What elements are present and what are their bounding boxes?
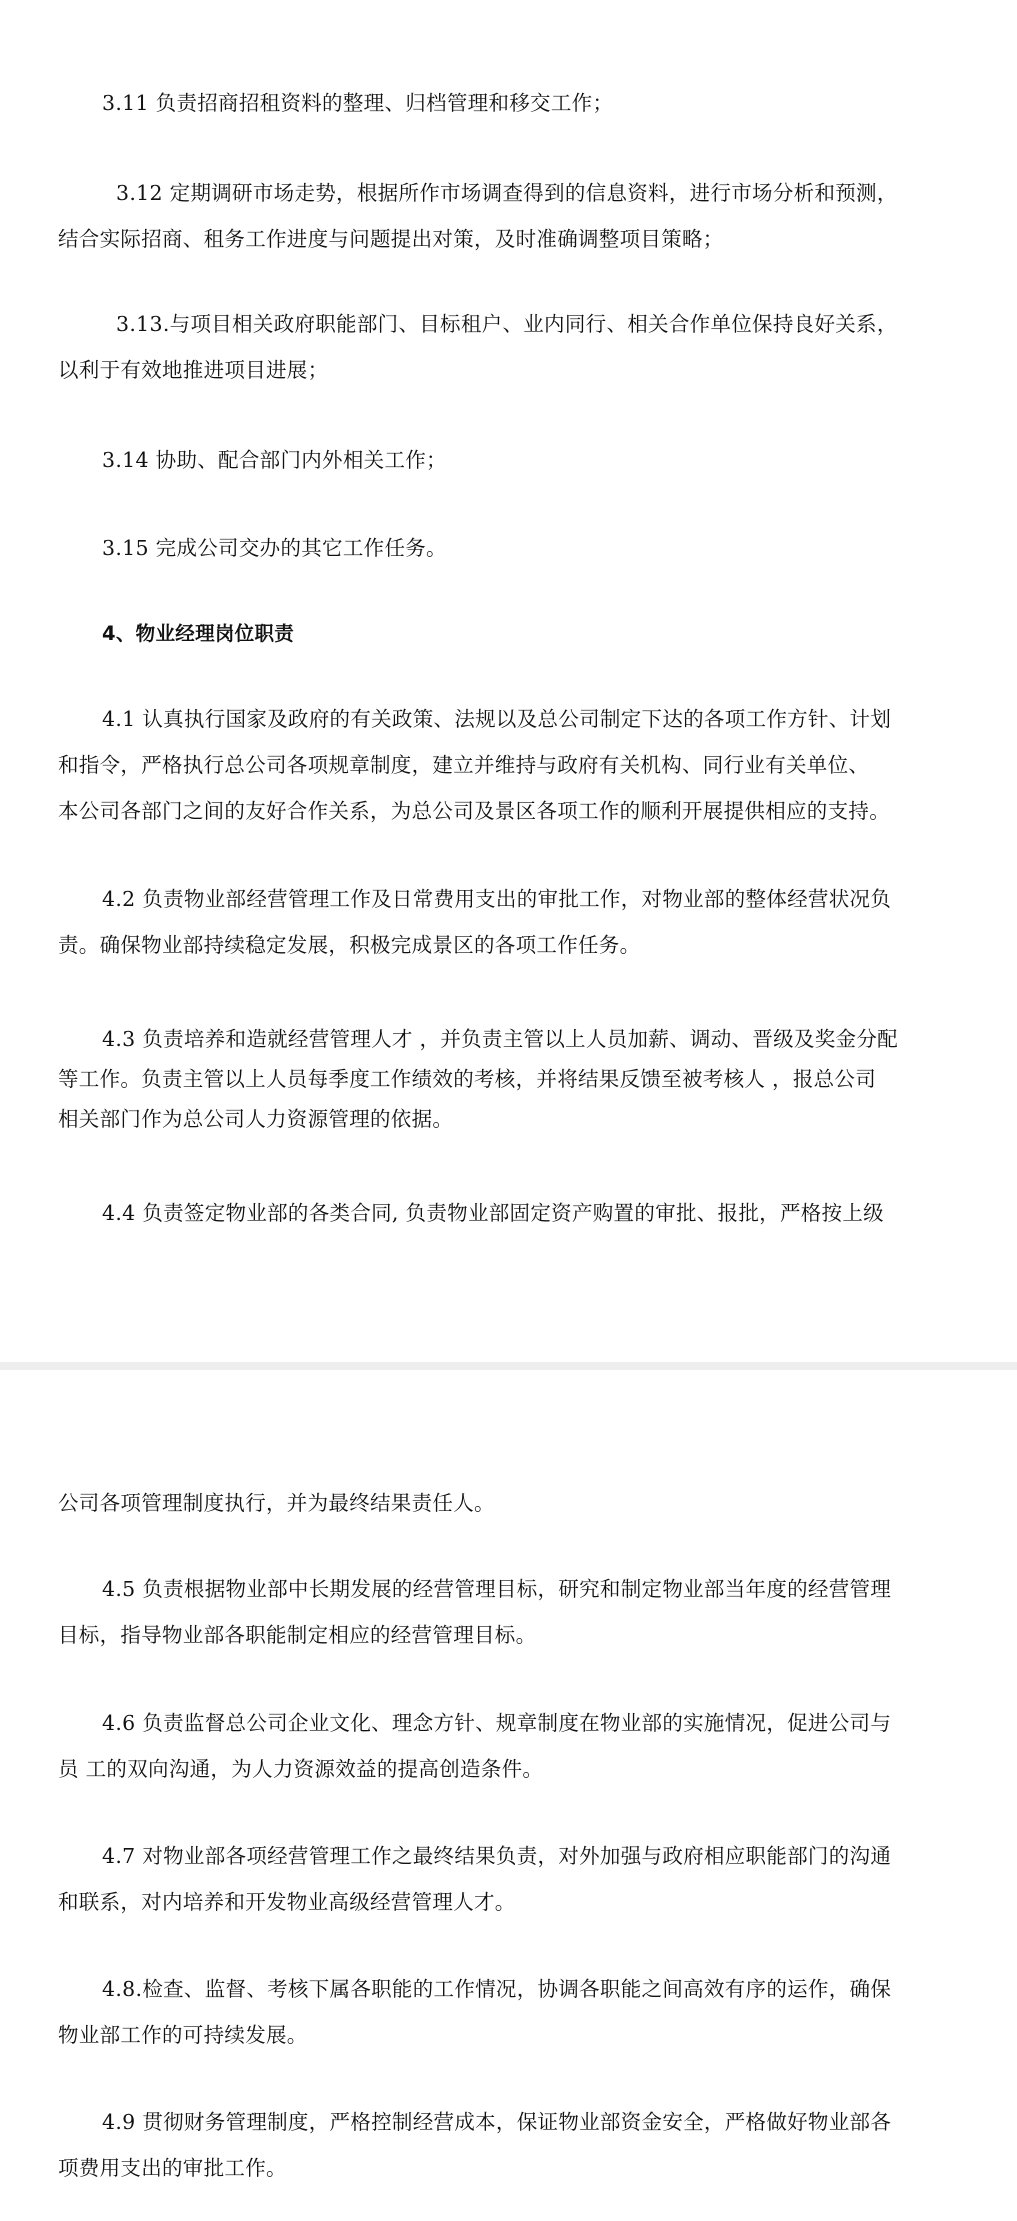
text-line: 3.14 协助、配合部门内外相关工作；	[102, 448, 447, 472]
text-line: 4.2 负责物业部经营管理工作及日常费用支出的审批工作，对物业部的整体经营状况负	[102, 887, 892, 911]
text-line: 以利于有效地推进项目进展；	[58, 358, 329, 382]
heading-text: 4、物业经理岗位职责	[102, 622, 295, 645]
text-line: 结合实际招商、租务工作进度与问题提出对策，及时准确调整项目策略；	[58, 227, 724, 251]
text-line: 3.11 负责招商招租资料的整理、归档管理和移交工作；	[102, 91, 614, 115]
page-divider	[0, 1362, 1017, 1370]
document-page-2	[0, 1370, 1017, 2221]
paragraph-4-4	[58, 1190, 930, 1236]
paragraph-3-13	[58, 301, 930, 393]
paragraph-3-11	[58, 80, 930, 126]
paragraph-3-14	[58, 437, 930, 483]
text-line: 等工作。负责主管以上人员每季度工作绩效的考核，并将结果反馈至被考核人 ，报总公司	[58, 1067, 877, 1091]
text-line: 公司各项管理制度执行，并为最终结果责任人。	[58, 1491, 495, 1515]
section-heading-4	[58, 611, 930, 657]
text-line: 4.8.检查、监督、考核下属各职能的工作情况，协调各职能之间高效有序的运作，确保	[102, 1977, 892, 2001]
paragraph-4-6	[58, 1700, 930, 1792]
paragraph-4-9	[58, 2099, 930, 2191]
paragraph-4-3	[58, 1019, 930, 1139]
paragraph-3-15	[58, 525, 930, 571]
paragraph-4-8	[58, 1966, 930, 2058]
text-line: 项费用支出的审批工作。	[58, 2156, 287, 2180]
text-line: 4.9 贯彻财务管理制度，严格控制经营成本，保证物业部资金安全，严格做好物业部各	[102, 2110, 892, 2134]
text-line: 3.12 定期调研市场走势，根据所作市场调查得到的信息资料，进行市场分析和预测，	[116, 181, 898, 205]
paragraph-4-2	[58, 876, 930, 968]
text-line: 本公司各部门之间的友好合作关系，为总公司及景区各项工作的顺利开展提供相应的支持。	[58, 799, 890, 823]
text-line: 4.3 负责培养和造就经营管理人才 ，并负责主管以上人员加薪、调动、晋级及奖金分配	[102, 1027, 898, 1051]
text-line: 3.15 完成公司交办的其它工作任务。	[102, 536, 447, 560]
text-line: 4.7 对物业部各项经营管理工作之最终结果负责，对外加强与政府相应职能部门的沟通	[102, 1844, 892, 1868]
text-line: 4.6 负责监督总公司企业文化、理念方针、规章制度在物业部的实施情况，促进公司与	[102, 1711, 892, 1735]
paragraph-4-1	[58, 696, 930, 834]
text-line: 和指令，严格执行总公司各项规章制度，建立并维持与政府有关机构、同行业有关单位、	[58, 753, 870, 777]
text-line: 4.5 负责根据物业部中长期发展的经营管理目标，研究和制定物业部当年度的经营管理	[102, 1577, 892, 1601]
text-line: 4.1 认真执行国家及政府的有关政策、法规以及总公司制定下达的各项工作方针、计划	[102, 707, 892, 731]
paragraph-3-12	[58, 170, 930, 262]
paragraph-4-7	[58, 1833, 930, 1925]
text-line: 相关部门作为总公司人力资源管理的依据。	[58, 1107, 454, 1131]
text-line: 3.13.与项目相关政府职能部门、目标租户、业内同行、相关合作单位保持良好关系，	[116, 312, 898, 336]
text-line: 和联系，对内培养和开发物业高级经营管理人才。	[58, 1890, 516, 1914]
text-line: 目标，指导物业部各职能制定相应的经营管理目标。	[58, 1623, 537, 1647]
text-line: 责。确保物业部持续稳定发展，积极完成景区的各项工作任务。	[58, 933, 641, 957]
text-line: 员 工的双向沟通，为人力资源效益的提高创造条件。	[58, 1757, 544, 1781]
text-line: 4.4 负责签定物业部的各类合同, 负责物业部固定资产购置的审批、报批，严格按上级	[102, 1201, 884, 1225]
paragraph-4-4-continued	[58, 1480, 930, 1526]
paragraph-4-5	[58, 1566, 930, 1658]
text-line: 物业部工作的可持续发展。	[58, 2023, 308, 2047]
